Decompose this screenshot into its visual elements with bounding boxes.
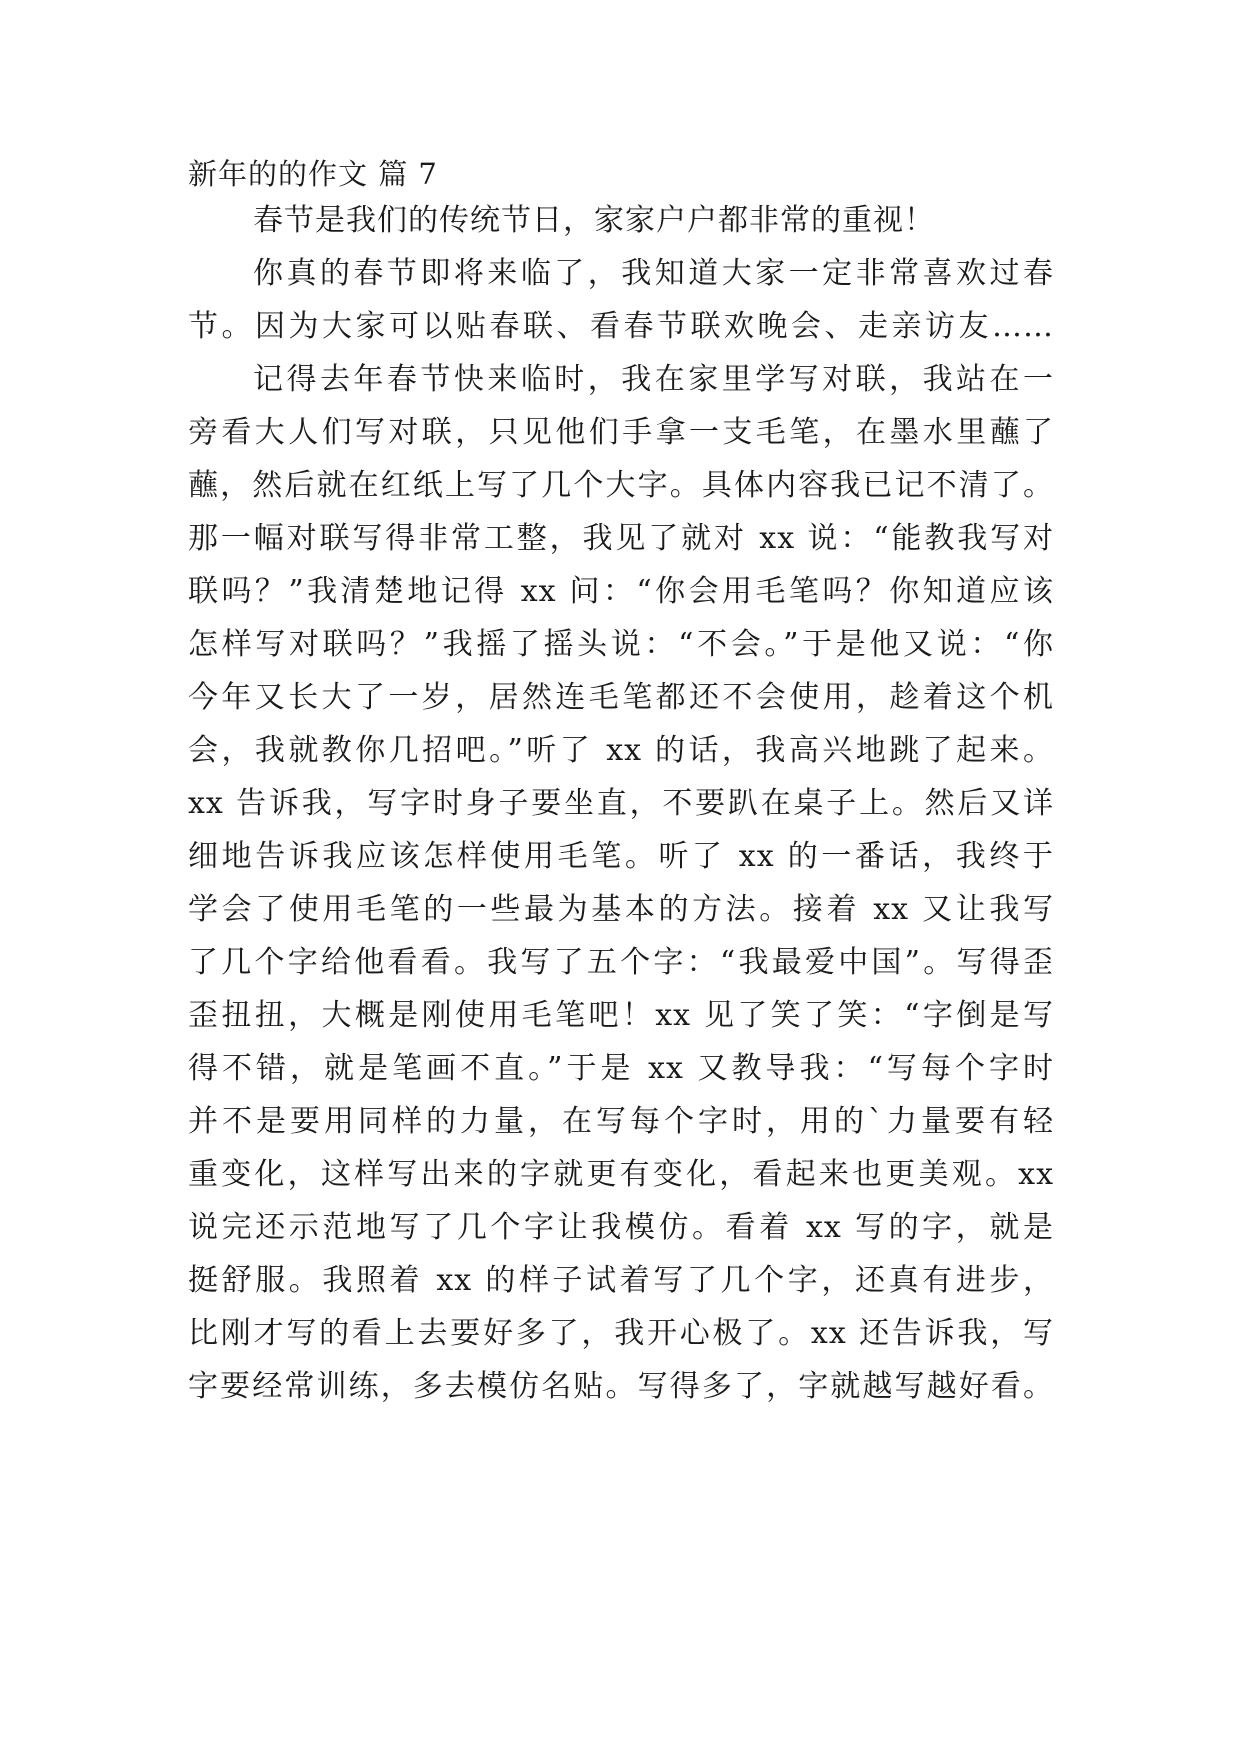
paragraph-line: 字要经常训练，多去模仿名贴。写得多了，字就越写越好看。 bbox=[188, 1369, 1054, 1404]
paragraph-line: 重变化，这样写出来的字就更有变化，看起来也更美观。xx bbox=[188, 1157, 1054, 1192]
paragraph-line: 联吗？”我清楚地记得 xx 问：“你会用毛笔吗？你知道应该 bbox=[188, 574, 1054, 609]
paragraph-line: 今年又长大了一岁，居然连毛笔都还不会使用，趁着这个机 bbox=[188, 680, 1054, 715]
paragraph-line: 细地告诉我应该怎样使用毛笔。听了 xx 的一番话，我终于 bbox=[188, 839, 1054, 874]
paragraph-line: 节。因为大家可以贴春联、看春节联欢晚会、走亲访友…… bbox=[188, 309, 1054, 344]
paragraph-line: 记得去年春节快来临时，我在家里学写对联，我站在一 bbox=[253, 362, 1054, 397]
paragraph-line: 你真的春节即将来临了，我知道大家一定非常喜欢过春 bbox=[253, 256, 1054, 291]
paragraph-line: xx 告诉我，写字时身子要坐直，不要趴在桌子上。然后又详 bbox=[188, 786, 1054, 821]
paragraph-line: 了几个字给他看看。我写了五个字：“我最爱中国”。写得歪 bbox=[188, 945, 1054, 980]
paragraph-line: 并不是要用同样的力量，在写每个字时，用的`力量要有轻 bbox=[188, 1104, 1054, 1139]
paragraph-line: 那一幅对联写得非常工整，我见了就对 xx 说：“能教我写对 bbox=[188, 521, 1054, 556]
paragraph-line: 得不错，就是笔画不直。”于是 xx 又教导我：“写每个字时 bbox=[188, 1051, 1054, 1086]
paragraph-line: 学会了使用毛笔的一些最为基本的方法。接着 xx 又让我写 bbox=[188, 892, 1054, 927]
paragraph-line: 蘸，然后就在红纸上写了几个大字。具体内容我已记不清了。 bbox=[188, 468, 1054, 503]
paragraph-line: 说完还示范地写了几个字让我模仿。看着 xx 写的字，就是 bbox=[188, 1210, 1054, 1245]
paragraph-line: 会，我就教你几招吧。”听了 xx 的话，我高兴地跳了起来。 bbox=[188, 733, 1054, 768]
paragraph-line: 怎样写对联吗？”我摇了摇头说：“不会。”于是他又说：“你 bbox=[188, 627, 1054, 662]
essay-title: 新年的的作文 篇 7 bbox=[188, 157, 438, 191]
paragraph-line: 歪扭扭，大概是刚使用毛笔吧！xx 见了笑了笑：“字倒是写 bbox=[188, 998, 1054, 1033]
paragraph-line: 比刚才写的看上去要好多了，我开心极了。xx 还告诉我，写 bbox=[188, 1316, 1054, 1351]
paragraph-line: 旁看大人们写对联，只见他们手拿一支毛笔，在墨水里蘸了 bbox=[188, 415, 1054, 450]
paragraph-line: 挺舒服。我照着 xx 的样子试着写了几个字，还真有进步， bbox=[188, 1263, 1054, 1298]
paragraph-line: 春节是我们的传统节日，家家户户都非常的重视！ bbox=[253, 203, 935, 238]
